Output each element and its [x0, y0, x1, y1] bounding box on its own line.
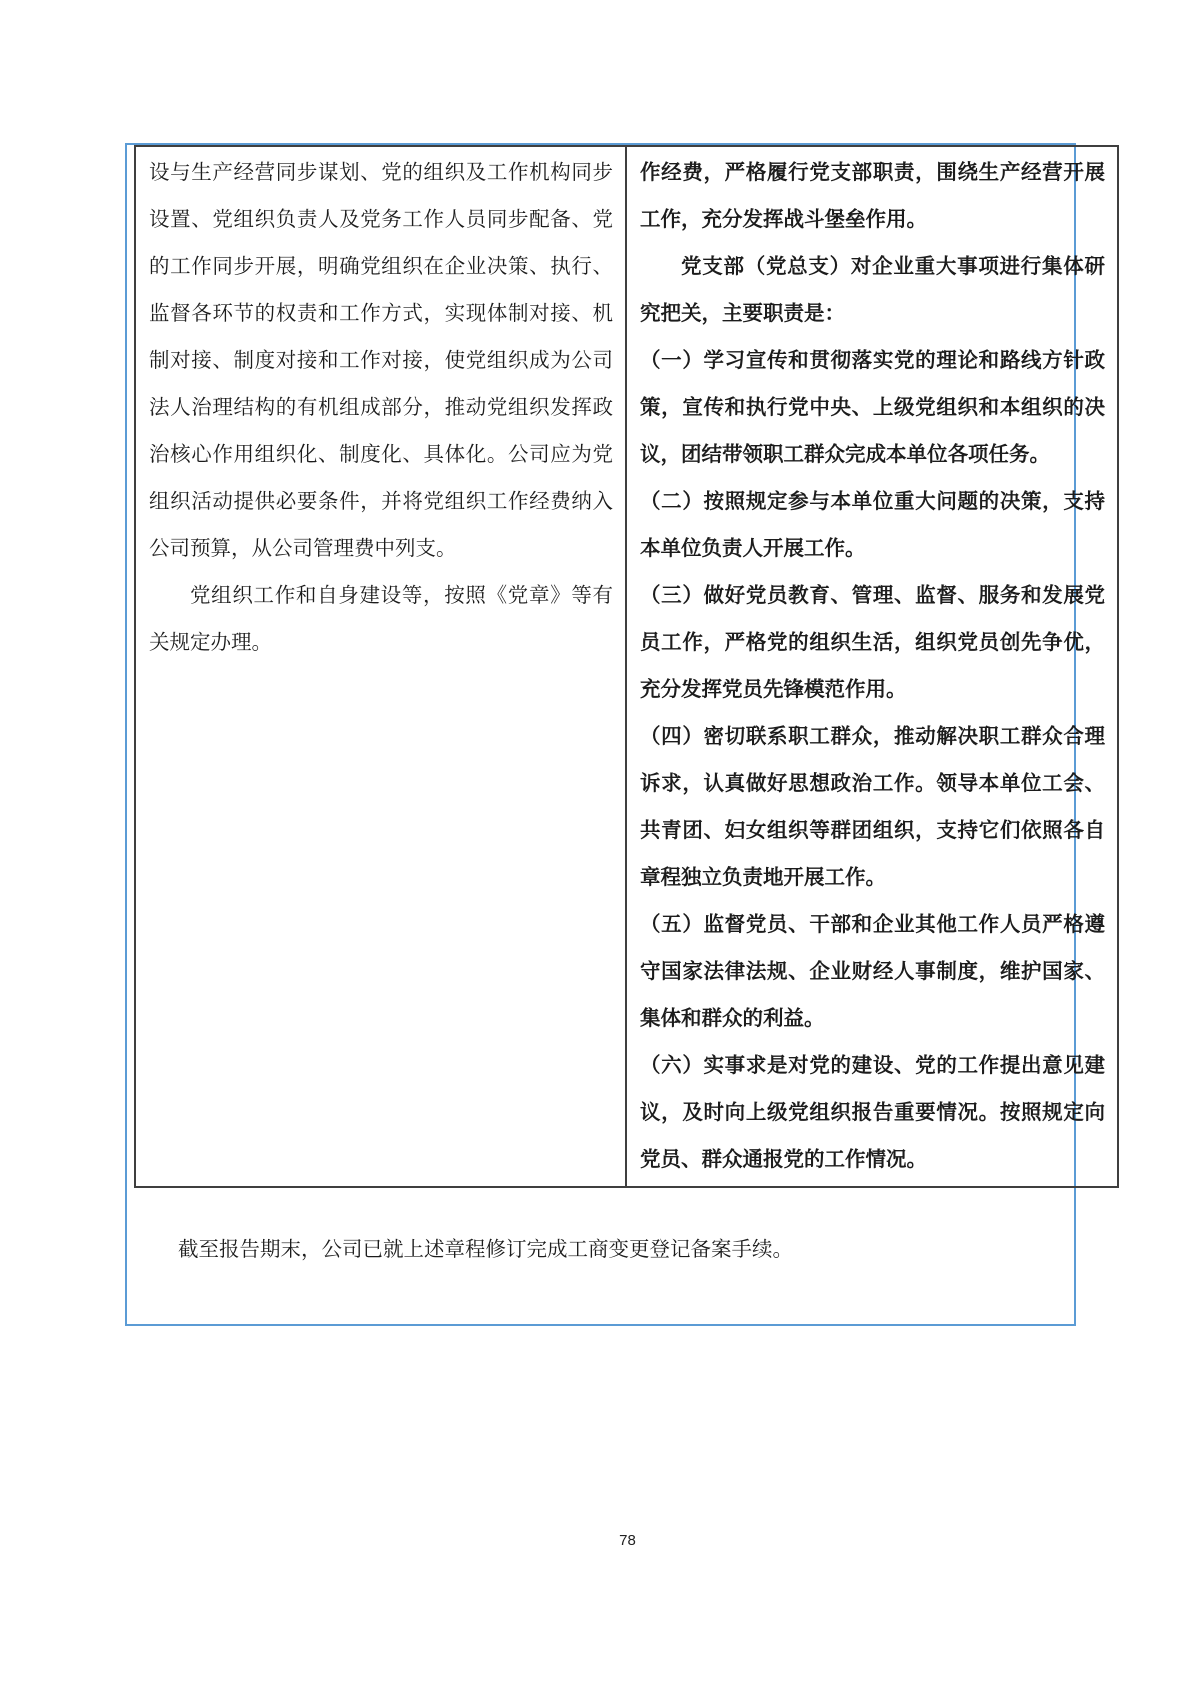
closing-note: 截至报告期末，公司已就上述章程修订完成工商变更登记备案手续。 [178, 1239, 793, 1261]
right-clause-4: （四）密切联系职工群众，推动解决职工群众合理诉求，认真做好思想政治工作。领导本单位工会、共青团、妇女组织等群团组织，支持它们依照各自章程独立负责地开展工作。 [640, 726, 1105, 889]
left-paragraph-2: 党组织工作和自身建设等，按照《党章》等有关规定办理。 [149, 585, 613, 654]
right-clause-1: （一）学习宣传和贯彻落实党的理论和路线方针政策，宣传和执行党中央、上级党组织和本组织的决议，团结带领职工群众完成本单位各项任务。 [640, 350, 1105, 466]
right-clause-5: （五）监督党员、干部和企业其他工作人员严格遵守国家法律法规、企业财经人事制度，维护国家、集体和群众的利益。 [640, 914, 1105, 1030]
right-clause-2: （二）按照规定参与本单位重大问题的决策，支持本单位负责人开展工作。 [640, 491, 1105, 560]
left-paragraph-1: 设与生产经营同步谋划、党的组织及工作机构同步设置、党组织负责人及党务工作人员同步配备、党的工作同步开展，明确党组织在企业决策、执行、监督各环节的权责和工作方式，实现体制对接、机制对接、制度对接和工作对接，使党组织成为公司法人治理结构的有机组成部分，推动党组织发挥政治核心作用组织化、制度化、具体化。公司应为党组织活动提供必要条件，并将党组织工作经费纳入公司预算，从公司管理费中列支。 [149, 162, 613, 560]
table-row [135, 146, 1118, 1187]
right-clause-3: （三）做好党员教育、管理、监督、服务和发展党员工作，严格党的组织生活，组织党员创先争优，充分发挥党员先锋模范作用。 [640, 585, 1105, 701]
page-number: 78 [619, 1532, 636, 1549]
right-paragraph-2: 党支部（党总支）对企业重大事项进行集体研究把关，主要职责是： [640, 256, 1105, 325]
table-cell-right [626, 146, 1118, 1187]
party-charter-table [134, 145, 1119, 1188]
table-cell-left [135, 146, 626, 1187]
content-border-box [125, 143, 1105, 1326]
right-clause-6: （六）实事求是对党的建设、党的工作提出意见建议，及时向上级党组织报告重要情况。按照规定向党员、群众通报党的工作情况。 [640, 1055, 1105, 1171]
right-paragraph-1: 作经费，严格履行党支部职责，围绕生产经营开展工作，充分发挥战斗堡垒作用。 [640, 162, 1105, 231]
